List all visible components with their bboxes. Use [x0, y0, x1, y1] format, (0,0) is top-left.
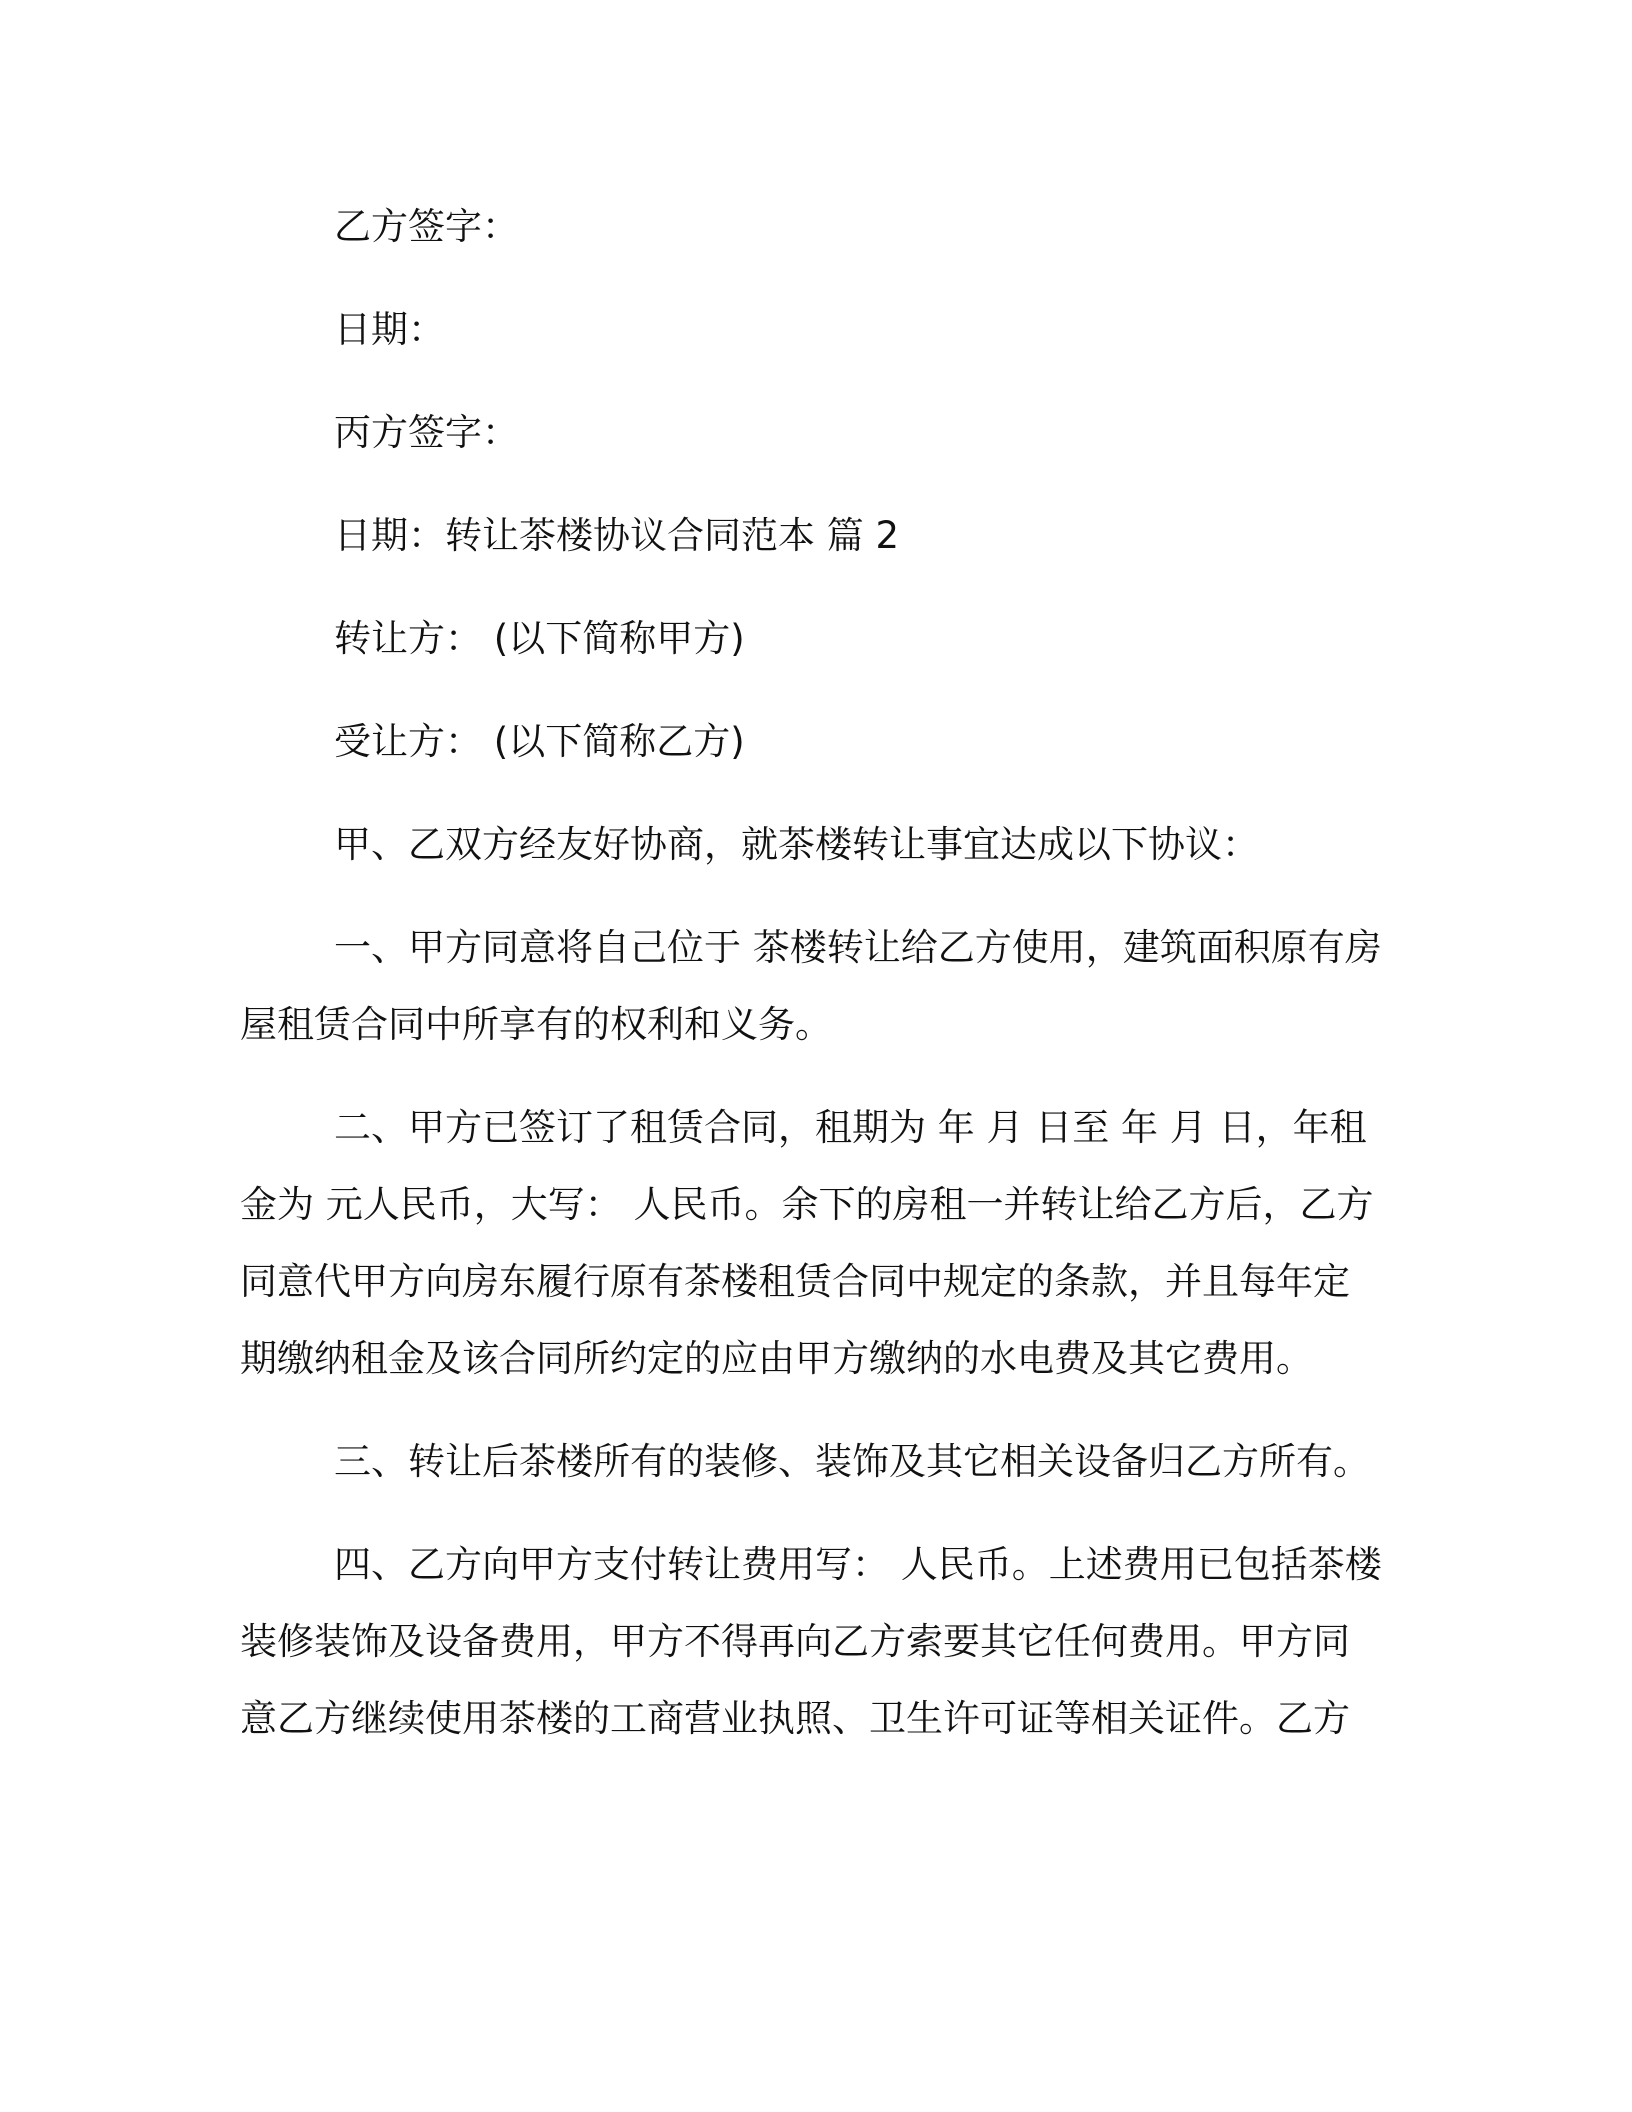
clause-1-line: 一、甲方同意将自己位于 茶楼转让给乙方使用，建筑面积原有房: [334, 926, 1382, 969]
clause-1-line: 屋租赁合同中所享有的权利和义务。: [240, 1003, 832, 1046]
clause-4-line: 装修装饰及设备费用，甲方不得再向乙方索要其它任何费用。甲方同: [240, 1620, 1350, 1663]
document-page: [240, 188, 1392, 1757]
spacer: [240, 677, 1392, 703]
spacer: [240, 1397, 1392, 1423]
spacer: [240, 1500, 1392, 1526]
transferee-line: 受让方： (以下简称乙方): [334, 720, 745, 763]
date-line-and-section-title: 日期：转让茶楼协议合同范本 篇 2: [334, 514, 900, 557]
spacer: [240, 265, 1392, 291]
clause-4-line: 四、乙方向甲方支付转让费用写： 人民币。上述费用已包括茶楼: [334, 1543, 1382, 1586]
preamble-paragraph: 甲、乙双方经友好协商，就茶楼转让事宜达成以下协议：: [334, 823, 1259, 866]
date-line-1: 日期：: [334, 308, 445, 351]
transferor-line: 转让方： (以下简称甲方): [334, 617, 745, 660]
clause-1-paragraph: [240, 909, 1392, 1063]
spacer: [240, 780, 1392, 806]
spacer: [240, 883, 1392, 909]
clause-2-line: 金为 元人民币，大写： 人民币。余下的房租一并转让给乙方后，乙方: [240, 1183, 1374, 1226]
clause-2-paragraph: [240, 1089, 1392, 1397]
clause-4-paragraph: [240, 1526, 1392, 1757]
spacer: [240, 368, 1392, 394]
spacer: [240, 471, 1392, 497]
clause-2-line: 同意代甲方向房东履行原有茶楼租赁合同中规定的条款，并且每年定: [240, 1260, 1350, 1303]
spacer: [240, 574, 1392, 600]
clause-4-line: 意乙方继续使用茶楼的工商营业执照、卫生许可证等相关证件。乙方: [240, 1697, 1350, 1740]
signature-b-line: 乙方签字：: [334, 205, 519, 248]
clause-2-line: 二、甲方已签订了租赁合同，租期为 年 月 日至 年 月 日，年租: [334, 1106, 1367, 1149]
clause-3-paragraph: 三、转让后茶楼所有的装修、装饰及其它相关设备归乙方所有。: [334, 1440, 1370, 1483]
signature-c-line: 丙方签字：: [334, 411, 519, 454]
spacer: [240, 1063, 1392, 1089]
clause-2-line: 期缴纳租金及该合同所约定的应由甲方缴纳的水电费及其它费用。: [240, 1337, 1313, 1380]
